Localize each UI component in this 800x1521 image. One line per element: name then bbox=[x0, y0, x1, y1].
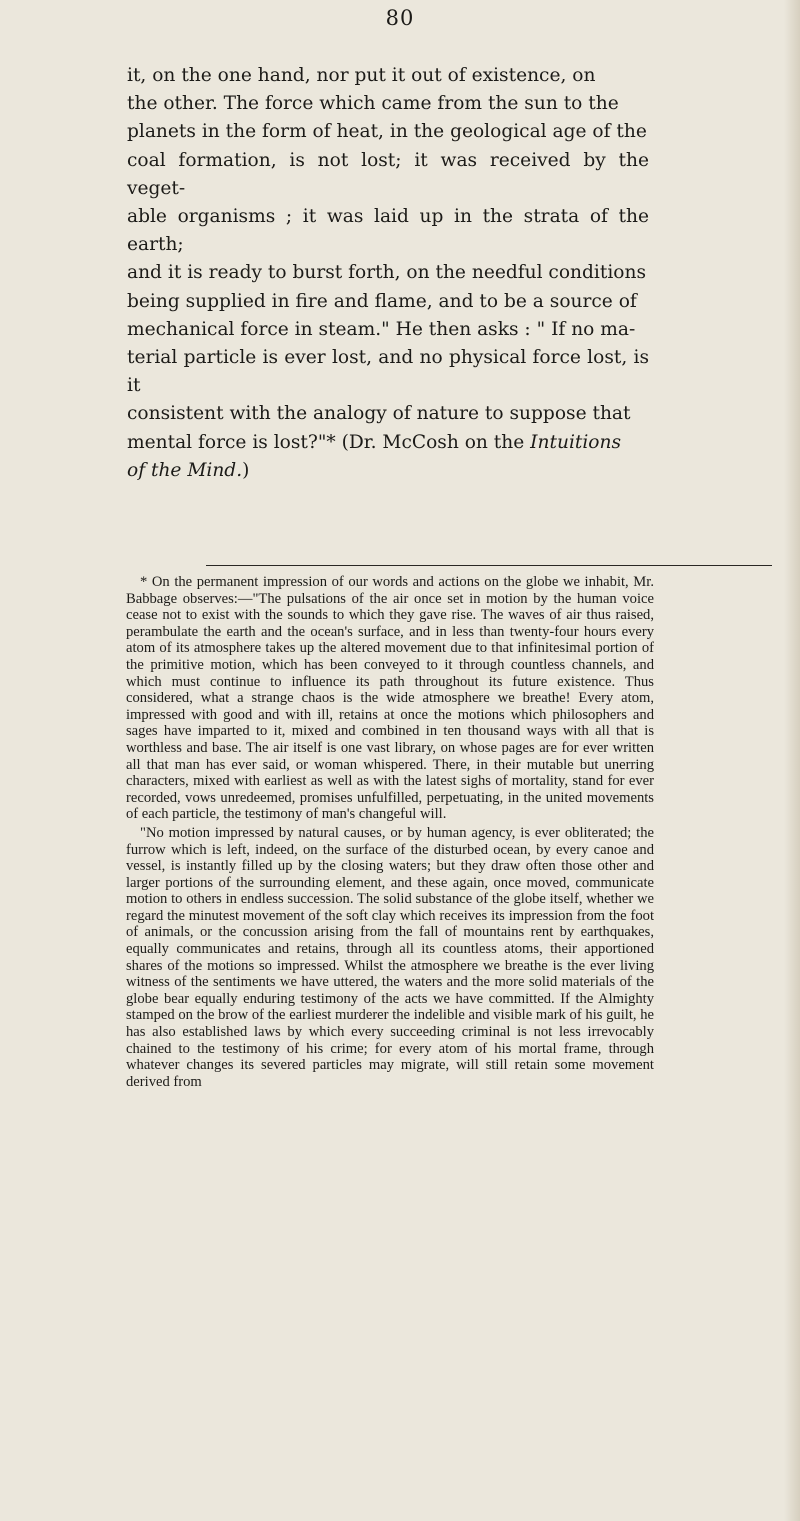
book-title-italic: Intuitions bbox=[530, 431, 622, 453]
main-text-line: of the Mind.) bbox=[127, 459, 250, 481]
main-text-line: it, on the one hand, nor put it out of existence, on bbox=[127, 65, 596, 86]
main-text-line: terial particle is ever lost, and no physical force lost, is it bbox=[127, 347, 649, 397]
page-number: 80 bbox=[385, 6, 415, 30]
footnote-divider bbox=[206, 565, 772, 566]
main-text-line: consistent with the analogy of nature to suppose that bbox=[127, 403, 631, 425]
main-text-line: able organisms ; it was laid up in the strata of the earth; bbox=[127, 206, 649, 256]
main-text-line: mechanical force in steam." He then asks : " If no ma- bbox=[127, 318, 636, 340]
book-title-italic: of the Mind. bbox=[127, 459, 243, 481]
footnote bbox=[126, 574, 654, 1090]
main-text-line: the other. The force which came from the sun to the bbox=[127, 93, 619, 115]
main-text-line: coal formation, is not lost; it was received by the veget- bbox=[127, 149, 649, 199]
footnote-paragraph: "No motion impressed by natural causes, or by human agency, is ever obliterated; the furrow which is left, indeed, on the surface of the disturbed ocean, by every canoe and vessel, is instantly filled up by the closing waters; but they draw often those other and larger portions of the surrounding element, and these again, once moved, communicate motion to others in endless succession. The solid substance of the globe itself, whether we regard the minutest movement of the soft clay which receives its impression from the foot of animals, or the concussion arising from the fall of mountains rent by earthquakes, equally communicates and retains, through all its countless atoms, their apportioned shares of the motions so impressed. Whilst the atmosphere we breathe is the ever living witness of the sentiments we have uttered, the waters and the more solid materials of the globe bear equally enduring testimony of the acts we have committed. If the Almighty stamped on the brow of the earliest murderer the indelible and visible mark of his guilt, he has also established laws by which every succeeding criminal is not less irrevocably chained to the testimony of his crime; for every atom of his mortal frame, through whatever changes its severed particles may migrate, will still retain some movement derived from bbox=[126, 824, 654, 1090]
footnote-paragraph: * On the permanent impression of our words and actions on the globe we inhabit, Mr. Babbage observes:—"The pulsations of the air once set in motion by the human voice cease not to exist with the sounds to which they gave rise. The waves of air thus raised, perambulate the earth and the ocean's surface, and in less than twenty-four hours every atom of its atmosphere takes up the altered movement due to that infinitesimal portion of the primitive motion, which has been conveyed to it through countless channels, and which must continue to influence its path throughout its future existence. Thus considered, what a strange chaos is the wide atmosphere we breathe! Every atom, impressed with good and with ill, retains at once the motions which philosophers and sages have imparted to it, mixed and combined in ten thousand ways with all that is worthless and base. The air itself is one vast library, on whose pages are for ever written all that man has ever said, or woman whispered. There, in their mutable but unerring characters, mixed with earliest as well as with the latest sighs of mortality, stand for ever recorded, vows unredeemed, promises unfulfilled, perpetuating, in the united movements of each particle, the testimony of man's changeful will. bbox=[126, 574, 654, 823]
main-text-line: planets in the form of heat, in the geological age of the bbox=[127, 121, 647, 143]
main-text-line: being supplied in fire and flame, and to be a source of bbox=[127, 290, 637, 312]
page-edge-shadow bbox=[784, 0, 800, 1521]
main-text-line: and it is ready to burst forth, on the needful conditions bbox=[127, 262, 646, 284]
main-text bbox=[127, 62, 649, 485]
main-text-line: mental force is lost?"* (Dr. McCosh on the Intuitions bbox=[127, 431, 622, 453]
